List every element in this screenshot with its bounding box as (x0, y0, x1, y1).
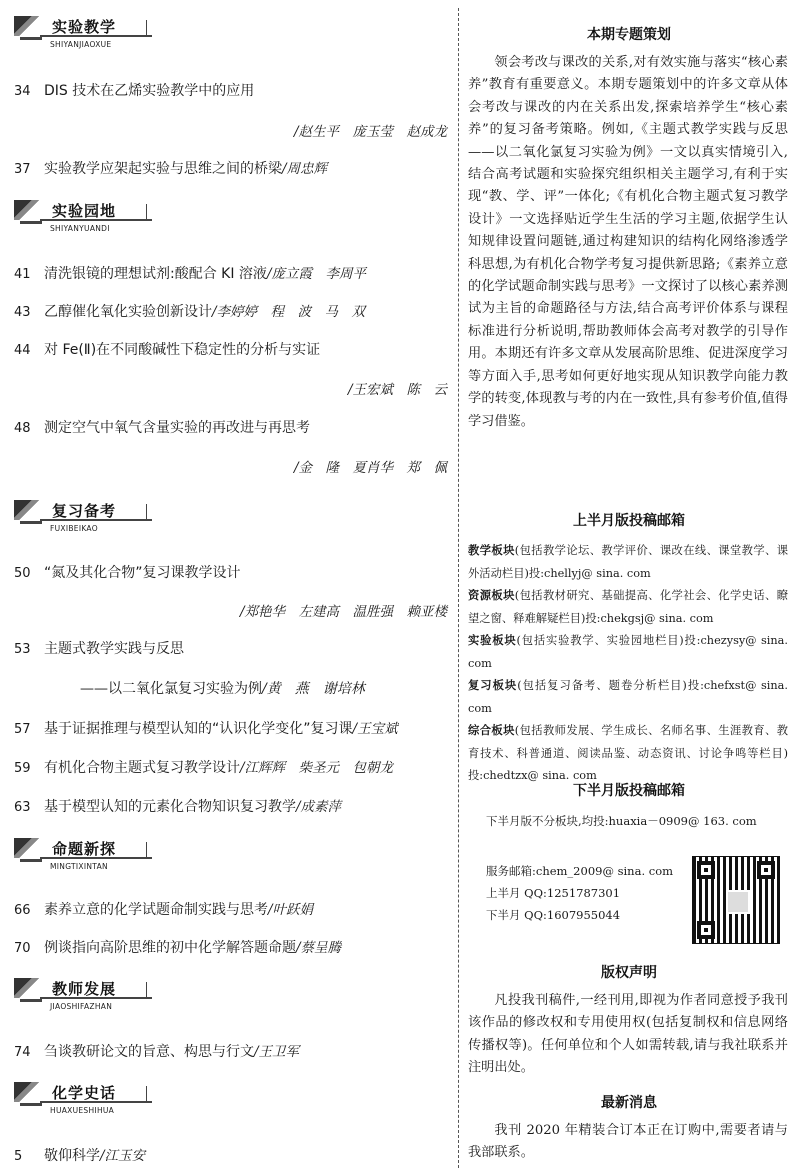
section-pinyin: MINGTIXINTAN (50, 862, 108, 871)
page-number: 53 (14, 642, 31, 657)
page-number: 48 (14, 421, 31, 436)
first-half-mailbox-title: 上半月版投稿邮箱 (573, 513, 685, 529)
toc-entry[interactable] (14, 717, 454, 738)
article-title: 清洗银镜的理想试剂:酸配合 KI 溶液 (44, 266, 267, 282)
plan-title: 本期专题策划 (587, 27, 671, 43)
article-title: 素养立意的化学试题命制实践与思考 (44, 902, 268, 918)
article-authors: /江玉安 (100, 1148, 146, 1164)
mailbox-desc[interactable]: (包括复习备考、题卷分析栏目)投:chefxst@ sina. com (468, 679, 788, 715)
second-half-mailbox-title: 下半月版投稿邮箱 (573, 783, 685, 799)
section-title: 实验教学 (52, 18, 117, 36)
toc-entry[interactable] (14, 936, 454, 957)
mailbox-item (468, 720, 788, 788)
section-marker-icon (14, 838, 44, 858)
page-number: 43 (14, 305, 31, 320)
section-marker-icon (14, 1082, 44, 1102)
article-authors: /王卫军 (254, 1044, 300, 1060)
section-pinyin: SHIYANYUANDI (50, 224, 110, 233)
article-title: 实验教学应架起实验与思维之间的桥梁 (44, 161, 282, 177)
page-number: 66 (14, 903, 31, 918)
section-header-jiaoshifazhan (14, 978, 144, 1012)
section-marker-icon (14, 200, 44, 220)
page-number: 5 (14, 1149, 23, 1164)
mailbox-label: 综合板块 (468, 724, 515, 737)
article-title: 乙醇催化氧化实验创新设计 (44, 304, 212, 320)
section-header-mingtixintan (14, 838, 144, 872)
mailbox-desc[interactable]: (包括教学论坛、教学评价、课改在线、课堂教学、课外活动栏目)投:chellyj@ sina. com (468, 544, 788, 580)
news-title: 最新消息 (601, 1095, 657, 1111)
mailbox-list (468, 540, 788, 788)
toc-entry[interactable] (14, 417, 454, 437)
mailbox-desc[interactable]: (包括教师发展、学生成长、名师名事、生涯教育、教育技术、科普通道、阅读品鉴、动态资讯、讨论争鸣等栏目)投:chedtzx@ sina. com (468, 724, 788, 782)
section-title: 实验园地 (52, 202, 117, 220)
mailbox-label: 复习板块 (468, 679, 518, 692)
section-header-fuxibeikao (14, 500, 144, 534)
article-title: “氮及其化合物”复习课教学设计 (44, 565, 241, 581)
section-pinyin: SHIYANJIAOXUE (50, 40, 112, 49)
page-number: 34 (14, 84, 31, 99)
article-authors: /金 隆 夏肖华 郑 佩 (293, 460, 447, 476)
mailbox-label: 教学板块 (468, 544, 515, 557)
article-subtitle: ——以二氧化氯复习实验为例 (80, 681, 262, 697)
article-title: 刍谈教研论文的旨意、构思与行文 (44, 1044, 254, 1060)
section-marker-icon (14, 978, 44, 998)
toc-entry[interactable] (14, 795, 454, 816)
article-authors: /庞立霞 李周平 (266, 266, 366, 282)
article-title: DIS 技术在乙烯实验教学中的应用 (44, 83, 255, 99)
article-authors: /郑艳华 左建高 温胜强 赖亚楼 (239, 604, 447, 620)
article-authors: /赵生平 庞玉莹 赵成龙 (293, 124, 447, 140)
section-header-shiyanyuandi (14, 200, 144, 234)
plan-text: 领会考改与课改的关系,对有效实施与落实“核心素养”教育有重要意义。本期专题策划中的许多文章从体会考改与课改的内在关系出发,探索培养学生“核心素养”的复习备考策略。例如,《主题式教学实践与反思——以二氧化氯复习实验为例》一文以真实情境引入,结合高考试题和实验探究组织相关主题学习,有利于实现“教、学、评”一体化;《有机化合物主题式复习教学设计》一文选择贴近学生生活的学习主题,依据学生认知规律设置问题链,通过构建知识的结构化网络渗透学科思想,为有机化合物学考复习提供新思路;《素养立意的化学试题命制实践与思考》一文探讨了以核心素养测试为主旨的命题路径与方法,结合高考评价体系与课程标准进行分析说明,帮助教师体会高考对教学的引导作用。本期还有许多文章从发展高阶思维、促进深度学习等方面入手,思考如何更好地实现从知识教学向能力教学的转变,体现教与考的内在一致性,具有参考价值,值得学习借鉴。 (468, 55, 788, 429)
news-text: 我刊 2020 年精装合订本正在订购中,需要者请与我部联系。 (468, 1123, 788, 1161)
mailbox-label: 实验板块 (468, 634, 517, 647)
page-number: 63 (14, 800, 31, 815)
page-number: 74 (14, 1045, 31, 1060)
article-title: 测定空气中氧气含量实验的再改进与再思考 (44, 420, 310, 436)
article-authors: /李婷婷 程 波 马 双 (212, 304, 366, 320)
second-half-mailbox-text[interactable]: 下半月版不分板块,均投:huaxia－0909@ 163. com (486, 814, 757, 828)
toc-entry[interactable] (14, 80, 454, 100)
column-divider (458, 8, 459, 1168)
toc-entry[interactable] (14, 562, 454, 582)
page-number: 44 (14, 343, 31, 358)
copyright-title: 版权声明 (601, 965, 657, 981)
toc-entry[interactable] (14, 300, 454, 321)
article-authors: /王宏斌 陈 云 (347, 382, 447, 398)
section-title: 复习备考 (52, 502, 117, 520)
article-title: 有机化合物主题式复习教学设计 (44, 760, 240, 776)
section-title: 化学史话 (52, 1084, 117, 1102)
mailbox-item (468, 540, 788, 585)
qq-second-half: 下半月 QQ:1607955044 (486, 908, 621, 922)
toc-entry[interactable] (14, 638, 454, 658)
page-number: 37 (14, 162, 31, 177)
toc-entry[interactable] (14, 898, 454, 919)
toc-entry[interactable] (14, 756, 454, 777)
qq-first-half: 上半月 QQ:1251787301 (486, 886, 621, 900)
article-title: 基于模型认知的元素化合物知识复习教学 (44, 799, 296, 815)
page-number: 41 (14, 267, 31, 282)
mailbox-desc[interactable]: (包括实验教学、实验园地栏目)投:chezysy@ sina. com (468, 634, 788, 670)
page-number: 70 (14, 941, 31, 956)
qr-code-icon (692, 856, 780, 944)
section-header-shiyanjiaoxue (14, 16, 144, 50)
toc-entry[interactable] (14, 262, 454, 283)
mailbox-item (468, 630, 788, 675)
mailbox-label: 资源板块 (468, 589, 515, 602)
page-number: 50 (14, 566, 31, 581)
toc-entry[interactable] (14, 1144, 454, 1165)
section-pinyin: FUXIBEIKAO (50, 524, 98, 533)
article-authors: /成素萍 (296, 799, 342, 815)
sidebar-info (466, 0, 792, 1174)
article-authors: /叶跃娟 (268, 902, 314, 918)
section-marker-icon (14, 16, 44, 36)
article-title: 敬仰科学 (44, 1148, 100, 1164)
mailbox-item (468, 675, 788, 720)
article-authors: /周忠辉 (282, 161, 328, 177)
page-number: 57 (14, 722, 31, 737)
article-authors: /江辉辉 柴圣元 包朝龙 (240, 760, 394, 776)
article-title: 主题式教学实践与反思 (44, 641, 184, 657)
section-pinyin: JIAOSHIFAZHAN (50, 1002, 113, 1011)
copyright-text: 凡投我刊稿件,一经刊用,即视为作者同意授予我刊该作品的修改权和专用使用权(包括复制权和信息网络传播权等)。任何单位和个人如需转载,请与我社联系并注明出处。 (468, 993, 788, 1076)
article-authors: /蔡呈腾 (296, 940, 342, 956)
article-title: 对 Fe(Ⅱ)在不同酸碱性下稳定性的分析与实证 (44, 342, 321, 358)
mailbox-desc[interactable]: (包括教材研究、基础提高、化学社会、化学史话、瞭望之窗、释难解疑栏目)投:chekgsj@ sina. com (468, 589, 788, 625)
article-subtitle-line (80, 678, 365, 698)
section-marker-icon (14, 500, 44, 520)
mailbox-item (468, 585, 788, 630)
article-authors: /王宝斌 (352, 721, 398, 737)
section-header-huaxueshihua (14, 1082, 144, 1116)
toc-entry[interactable] (14, 157, 454, 178)
toc-entry[interactable] (14, 1040, 454, 1061)
section-title: 教师发展 (52, 980, 117, 998)
section-pinyin: HUAXUESHIHUA (50, 1106, 115, 1115)
article-title: 基于证据推理与模型认知的“认识化学变化”复习课 (44, 721, 353, 737)
toc-entry[interactable] (14, 339, 454, 359)
article-title: 例谈指向高阶思维的初中化学解答题命题 (44, 940, 296, 956)
page-number: 59 (14, 761, 31, 776)
section-title: 命题新探 (52, 840, 117, 858)
service-email[interactable]: 服务邮箱:chem_2009@ sina. com (486, 864, 674, 878)
article-authors: /黄 燕 谢培林 (262, 681, 365, 697)
